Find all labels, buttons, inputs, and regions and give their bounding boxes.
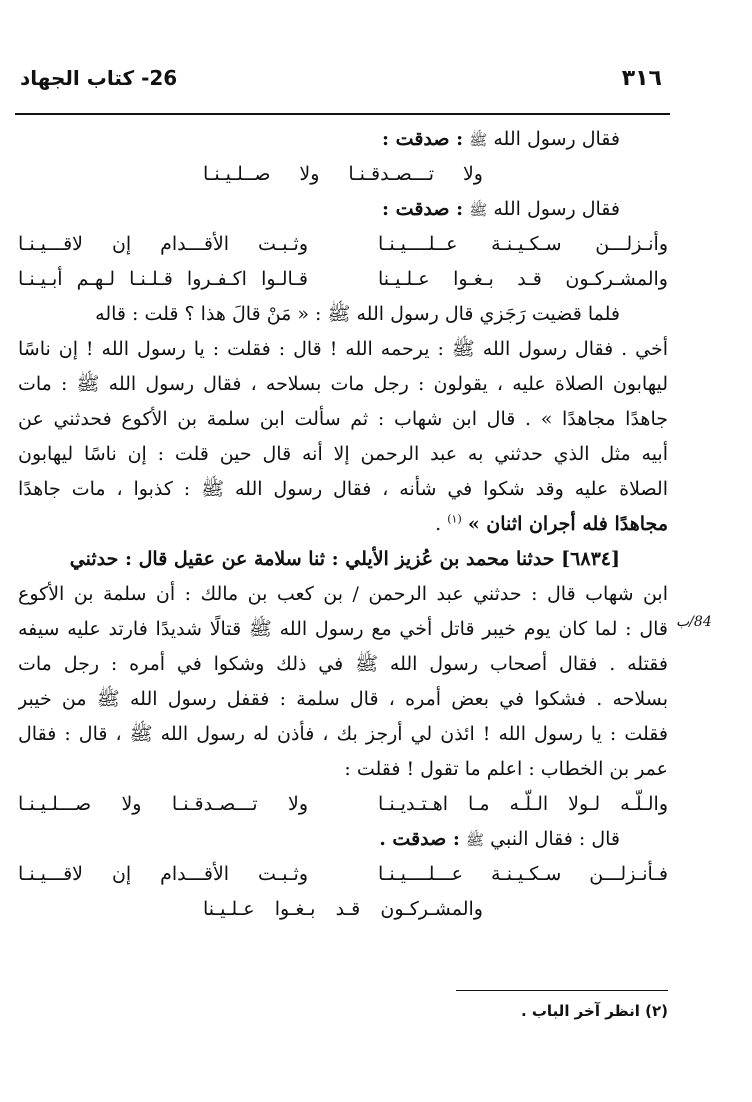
text-line: فلما قضيت رَجَزي قال رسول الله ﷺ : « مَنْ قالَ هذا ؟ قلت : قاله xyxy=(95,303,620,325)
verse-line xyxy=(18,787,668,822)
text-segment: قال : فقال النبي xyxy=(490,828,620,850)
verse-line xyxy=(18,227,668,262)
verse-text: ولا تـــصـدقـنـا ولا صــلـيـنـا xyxy=(203,163,483,185)
verse-line xyxy=(18,157,668,192)
verse-hemistich-first: فـأنـزلـــن سـكـيـنـة عـــلــــيـنـا xyxy=(378,863,668,885)
text-line: فقلت : يا رسول الله ! ائذن لي أرجز بك ، فأذن له رسول الله ﷺ ، قال : فقال xyxy=(18,723,668,745)
verse-line xyxy=(18,892,668,927)
text-segment: . xyxy=(435,513,442,535)
header-rule xyxy=(15,113,670,115)
honorific-glyph: ﷺ xyxy=(465,831,485,849)
verse-hemistich-second: وثـبـت الأقـــدام إن لاقـــيـنـا xyxy=(18,233,308,255)
text-segment-bold: : صدقت . xyxy=(379,828,460,850)
text-line xyxy=(18,122,668,157)
manuscript-folio-note: 84/ب xyxy=(676,614,712,630)
verse-text: والمشـركـون قـد بـغـوا عـلـيـنا xyxy=(203,898,483,920)
footnote-rule xyxy=(456,990,668,991)
page-number: ٣١٦ xyxy=(621,66,662,91)
verse-line xyxy=(18,262,668,297)
verse-hemistich-second: وثـبـت الأقـــدام إن لاقـــيـنـا xyxy=(18,863,308,885)
text-segment: فقال رسول الله xyxy=(493,128,620,150)
text-line: عمر بن الخطاب : اعلم ما تقول ! فقلت : xyxy=(344,758,668,780)
honorific-glyph: ﷺ xyxy=(469,201,488,219)
page-header xyxy=(20,66,662,100)
footnote-marker: (١) xyxy=(447,512,462,526)
text-line xyxy=(18,507,668,542)
text-line: الصلاة عليه وقد شكوا في شأنه ، فقال رسول الله ﷺ : كذبوا ، مات جاهدًا xyxy=(18,478,668,500)
verse-hemistich-first: وأنـزلـــن سـكـيـنـة عــلــــيـنـا xyxy=(378,233,668,255)
chapter-title: 26- كتاب الجهاد xyxy=(20,66,178,90)
verse-hemistich-second: ولا تـــصـدقـنـا ولا صـــلـيـنـا xyxy=(18,793,308,815)
text-segment-bold: مجاهدًا فله أجران اثنان » xyxy=(467,513,668,535)
text-line: قال : لما كان يوم خيبر قاتل أخي مع رسول الله ﷺ قتالًا شديدًا فارتد عليه سيفه xyxy=(18,618,668,640)
verse-line xyxy=(18,857,668,892)
page-body xyxy=(18,122,668,927)
honorific-glyph: ﷺ xyxy=(469,131,488,149)
text-line: فقتله . فقال أصحاب رسول الله ﷺ في ذلك وشكوا في أمره : رجل مات xyxy=(18,653,668,675)
text-line: جاهدًا مجاهدًا » . قال ابن شهاب : ثم سألت ابن سلمة بن الأكوع فحدثني عن xyxy=(18,408,668,430)
text-line xyxy=(18,822,668,857)
verse-hemistich-first: والمشـركـون قـد بـغـوا عـلـيـنا xyxy=(378,268,668,290)
footnote: (٢) انظر آخر الباب . xyxy=(520,1002,668,1020)
text-segment-bold: : صدقت : xyxy=(382,128,464,150)
text-line: بسلاحه . فشكوا في بعض أمره ، قال سلمة : فقفل رسول الله ﷺ من خيبر xyxy=(18,688,668,710)
verse-hemistich-second: قـالـوا اكـفـروا قـلـنـا لـهـم أبـيـنـا xyxy=(18,268,308,290)
text-segment-bold: : صدقت : xyxy=(382,198,464,220)
text-line xyxy=(18,192,668,227)
hadith-heading-line: [٦٨٣٤] حدثنا محمد بن عُزيز الأيلي : ثنا سلامة عن عقيل قال : حدثني xyxy=(69,548,620,570)
text-line: ليهابون الصلاة عليه ، يقولون : رجل مات بسلاحه ، فقال رسول الله ﷺ : مات xyxy=(18,373,668,395)
text-line: ابن شهاب قال : حدثني عبد الرحمن / بن كعب بن مالك : أن سلمة بن الأكوع xyxy=(18,583,668,605)
text-line: أبيه مثل الذي حدثني به عبد الرحمن إلا أنه قال حين قلت : إن ناسًا ليهابون xyxy=(18,443,668,465)
verse-hemistich-first: والـلّـه لـولا الـلّـه مـا اهـتـديـنـا xyxy=(378,793,668,815)
text-segment: فقال رسول الله xyxy=(493,198,620,220)
text-line: أخي . فقال رسول الله ﷺ : يرحمه الله ! قال : فقلت : يا رسول الله ! إن ناسًا xyxy=(18,338,668,360)
